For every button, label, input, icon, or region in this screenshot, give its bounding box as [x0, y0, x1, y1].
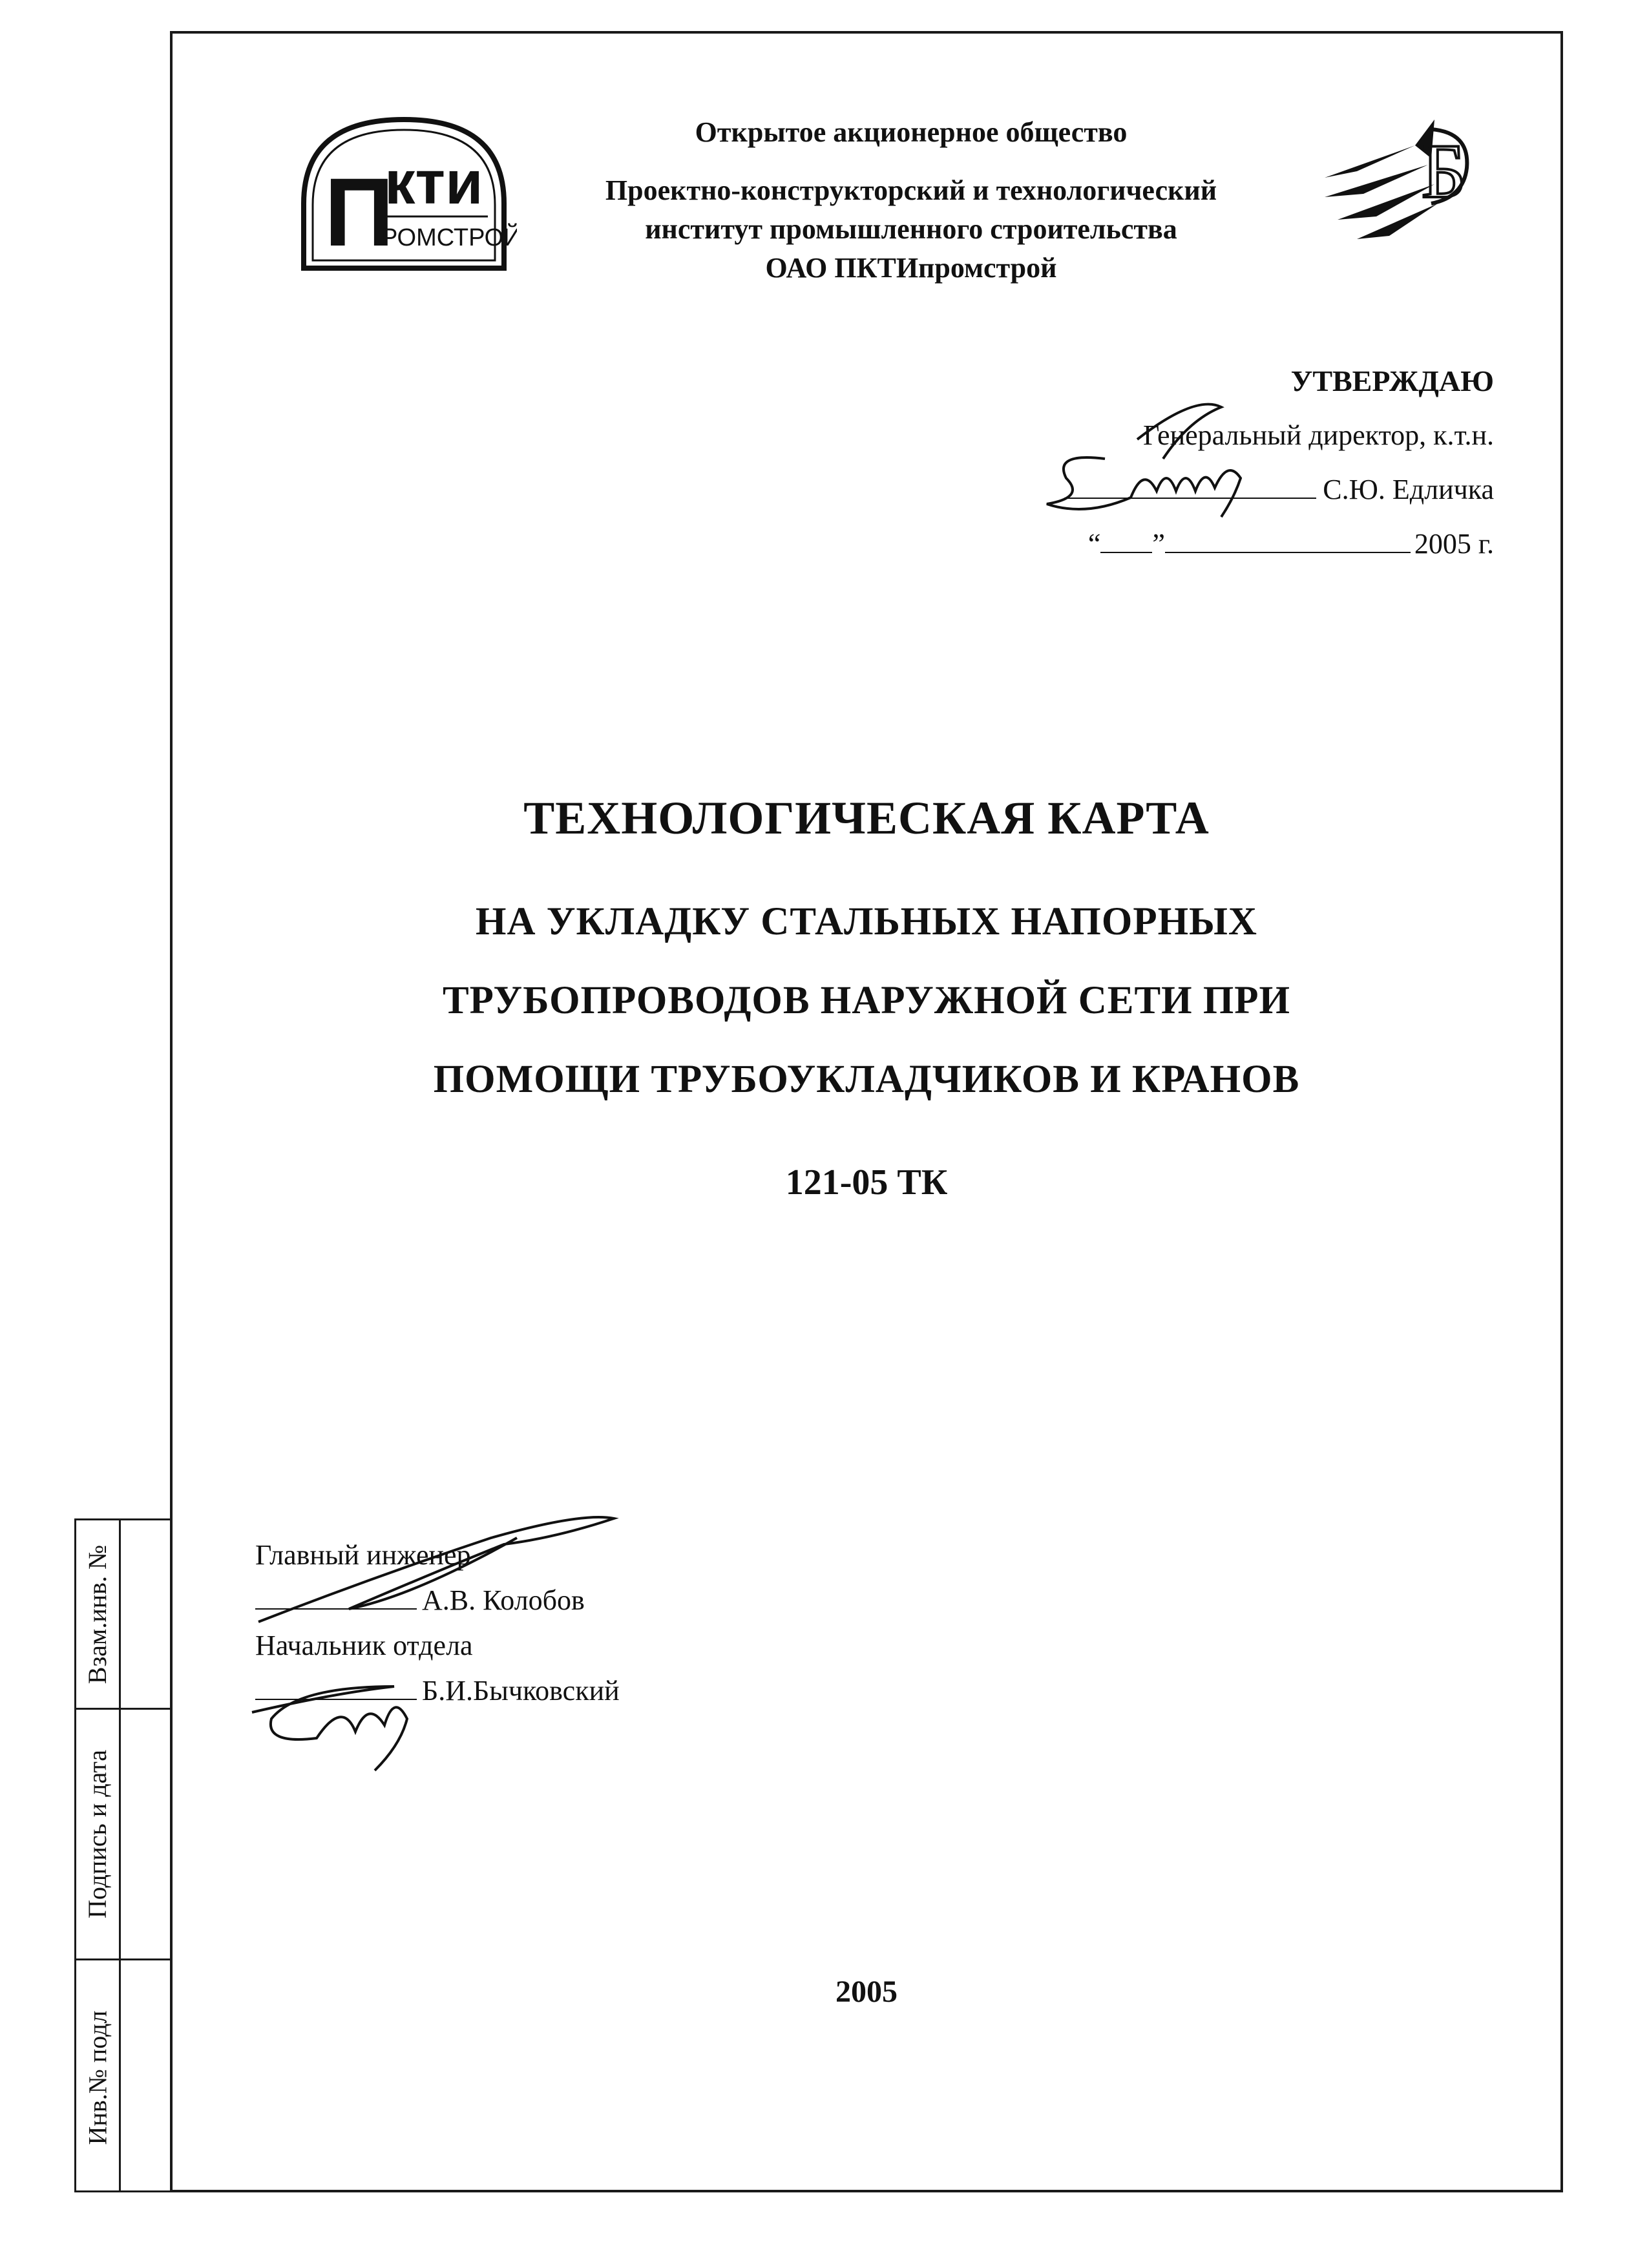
eagle-logo [1318, 107, 1486, 275]
dept-head-title: Начальник отдела [255, 1630, 473, 1661]
approval-heading: УТВЕРЖДАЮ [1290, 364, 1494, 397]
approval-block [1064, 354, 1494, 571]
svg-text:П: П [324, 158, 394, 266]
signature-line [255, 1673, 417, 1700]
svg-text:РОМСТРОЙ: РОМСТРОЙ [381, 224, 517, 251]
document-code: 121-05 ТК [785, 1162, 948, 1202]
side-stamp-cell [76, 1960, 119, 2194]
dept-head-signature-row [255, 1668, 620, 1714]
side-label-replacement: Взам.инв. № [83, 1544, 112, 1684]
approver-name: С.Ю. Едличка [1323, 474, 1494, 505]
org-name-line: Проектно-конструкторский и технологический [605, 174, 1217, 206]
date-month-line [1165, 526, 1411, 553]
pktipromstroy-logo [291, 107, 517, 281]
org-short-name: ОАО ПКТИпромстрой [765, 252, 1057, 284]
org-type: Открытое акционерное общество [695, 116, 1128, 148]
side-label-original-inv: Инв.№ подл [83, 2010, 112, 2145]
approver-signature-row [1064, 463, 1494, 517]
side-stamp [74, 1518, 170, 2192]
chief-engineer-signature-row [255, 1578, 620, 1623]
document-title: ТЕХНОЛОГИЧЕСКАЯ КАРТА [523, 792, 1210, 844]
signature-line [1064, 472, 1316, 499]
document-year: 2005 [835, 1975, 898, 2009]
eagle-logo-icon [1318, 107, 1486, 275]
org-name-line: институт промышленного строительства [645, 213, 1177, 245]
side-stamp-divider [119, 1520, 121, 2190]
date-day-line [1100, 526, 1152, 553]
document-subtitle-line: ПОМОЩИ ТРУБОУКЛАДЧИКОВ И КРАНОВ [433, 1058, 1300, 1101]
side-stamp-cell [76, 1520, 119, 1708]
side-stamp-cell [76, 1710, 119, 1958]
approval-date-row [1064, 517, 1494, 571]
pktipromstroy-logo-icon [291, 107, 517, 281]
chief-engineer-title: Главный инженер [255, 1539, 471, 1571]
signature-line [255, 1582, 417, 1610]
organization-name [530, 113, 1292, 288]
signers-block [255, 1533, 620, 1714]
date-open-quote: “ [1087, 528, 1101, 560]
document-subtitle-line: НА УКЛАДКУ СТАЛЬНЫХ НАПОРНЫХ [476, 900, 1257, 943]
svg-text:Б: Б [1422, 128, 1466, 214]
approver-position: Генеральный директор, к.т.н. [1142, 419, 1494, 451]
side-label-signature-date: Подпись и дата [83, 1749, 112, 1919]
chief-engineer-name: А.В. Колобов [422, 1584, 585, 1616]
date-year: 2005 г. [1414, 528, 1494, 560]
document-title-block [170, 792, 1563, 1203]
dept-head-name: Б.И.Бычковский [422, 1675, 620, 1706]
document-subtitle-line: ТРУБОПРОВОДОВ НАРУЖНОЙ СЕТИ ПРИ [443, 979, 1290, 1022]
svg-text:кти: кти [384, 149, 483, 217]
date-close-quote: ” [1152, 528, 1165, 560]
